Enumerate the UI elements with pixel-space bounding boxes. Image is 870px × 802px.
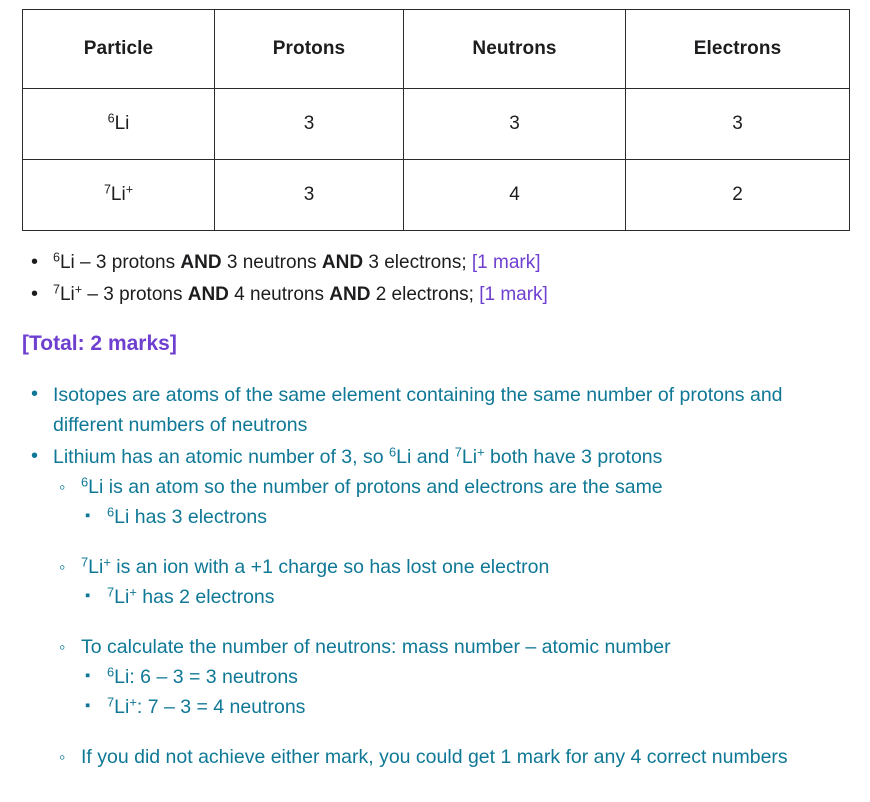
element-symbol: Li xyxy=(114,113,130,134)
particle-table xyxy=(22,9,850,231)
explanation-sub-sub-bullets xyxy=(81,582,847,612)
mark-text-segment: – 3 protons xyxy=(82,284,188,305)
mass-number-superscript: 6 xyxy=(81,474,89,490)
isotope-notation xyxy=(108,113,130,134)
element-symbol: Li xyxy=(396,446,412,468)
li6-neutron-calculation: : 6 – 3 = 3 neutrons xyxy=(129,666,298,688)
column-header-protons: Protons xyxy=(215,10,404,89)
cell-electrons: 2 xyxy=(626,160,850,231)
cell-particle xyxy=(23,160,215,231)
mass-number-superscript: 7 xyxy=(454,444,462,460)
explanation-sub-sub-bullets xyxy=(81,662,847,722)
li7-ion-explanation: is an ion with a +1 charge so has lost one electron xyxy=(110,556,550,578)
table-header xyxy=(23,10,850,89)
mass-number-superscript: 6 xyxy=(53,250,60,265)
isotopes-definition: Isotopes are atoms of the same element containing the same number of protons and different numbers of neutrons xyxy=(53,384,783,436)
lithium-protons-text: both have 3 protons xyxy=(484,446,663,468)
list-item xyxy=(81,582,847,612)
element-symbol: Li xyxy=(114,506,130,528)
element-symbol: Li xyxy=(114,696,130,718)
list-item xyxy=(81,502,847,532)
explanation-sub-bullets xyxy=(53,472,847,772)
li7-neutron-calculation: : 7 – 3 = 4 neutrons xyxy=(136,696,306,718)
neutron-calculation-rule: To calculate the number of neutrons: mass number – atomic number xyxy=(81,636,671,658)
li6-atom-explanation: is an atom so the number of protons and electrons are the same xyxy=(103,476,663,498)
table-body xyxy=(23,89,850,231)
charge-superscript: + xyxy=(125,182,134,197)
table-row xyxy=(23,160,850,231)
element-symbol: Li xyxy=(59,252,75,273)
mark-text-segment: 4 neutrons xyxy=(228,284,330,305)
conjunction-text: and xyxy=(411,446,455,468)
mark-award-note: [1 mark] xyxy=(466,252,541,273)
mark-text-segment: – 3 protons xyxy=(74,252,181,273)
explanation-sub-sub-bullets xyxy=(81,502,847,532)
and-keyword: AND xyxy=(329,284,371,305)
mark-text-segment: 3 electrons; xyxy=(363,252,467,273)
element-symbol: Li xyxy=(461,446,478,468)
list-item xyxy=(53,472,847,532)
charge-superscript: + xyxy=(103,554,111,570)
list-item xyxy=(53,552,847,612)
mark-award-note: [1 mark] xyxy=(473,284,548,305)
and-keyword: AND xyxy=(180,252,222,273)
table-header-row xyxy=(23,10,850,89)
mass-number-superscript: 6 xyxy=(107,664,115,680)
element-symbol: Li xyxy=(114,586,130,608)
cell-neutrons: 4 xyxy=(404,160,626,231)
list-item xyxy=(53,742,847,772)
cell-neutrons: 3 xyxy=(404,89,626,160)
mass-number-superscript: 7 xyxy=(53,282,60,297)
isotope-notation xyxy=(104,184,133,205)
list-item xyxy=(22,380,847,440)
column-header-neutrons: Neutrons xyxy=(404,10,626,89)
mass-number-superscript: 6 xyxy=(107,111,115,126)
charge-superscript: + xyxy=(129,584,137,600)
mark-text-segment: 2 electrons; xyxy=(370,284,474,305)
cell-electrons: 3 xyxy=(626,89,850,160)
element-symbol: Li xyxy=(110,184,126,205)
mass-number-superscript: 6 xyxy=(389,444,397,460)
element-symbol: Li xyxy=(59,284,75,305)
list-item xyxy=(53,632,847,722)
charge-superscript: + xyxy=(129,694,137,710)
cell-particle xyxy=(23,89,215,160)
table-row xyxy=(23,89,850,160)
lithium-atomic-number-text: Lithium has an atomic number of 3, so xyxy=(53,446,390,468)
cell-protons: 3 xyxy=(215,89,404,160)
column-header-electrons: Electrons xyxy=(626,10,850,89)
column-header-particle: Particle xyxy=(23,10,215,89)
list-item xyxy=(81,692,847,722)
and-keyword: AND xyxy=(187,284,229,305)
mass-number-superscript: 7 xyxy=(107,584,115,600)
list-item xyxy=(22,280,822,310)
mark-scheme-list xyxy=(22,248,822,312)
list-item xyxy=(22,248,822,278)
mark-scheme-bullets xyxy=(22,248,822,310)
element-symbol: Li xyxy=(88,556,104,578)
li7-electron-count: has 2 electrons xyxy=(136,586,275,608)
element-symbol: Li xyxy=(88,476,104,498)
list-item xyxy=(22,442,847,772)
mass-number-superscript: 7 xyxy=(107,694,115,710)
explanation-bullets xyxy=(22,380,847,772)
charge-superscript: + xyxy=(477,444,485,460)
particle-table-container xyxy=(22,9,845,231)
cell-protons: 3 xyxy=(215,160,404,231)
mass-number-superscript: 7 xyxy=(103,182,111,197)
and-keyword: AND xyxy=(321,252,364,273)
charge-superscript: + xyxy=(74,282,83,297)
explanation-list xyxy=(22,380,847,774)
fallback-mark-note: If you did not achieve either mark, you could get 1 mark for any 4 correct numbers xyxy=(81,746,788,768)
mark-text-segment: 3 neutrons xyxy=(221,252,322,273)
mass-number-superscript: 7 xyxy=(81,554,89,570)
element-symbol: Li xyxy=(114,666,130,688)
list-item xyxy=(81,662,847,692)
li6-electron-count: has 3 electrons xyxy=(129,506,268,528)
mass-number-superscript: 6 xyxy=(107,504,115,520)
total-marks-label: [Total: 2 marks] xyxy=(22,332,177,355)
